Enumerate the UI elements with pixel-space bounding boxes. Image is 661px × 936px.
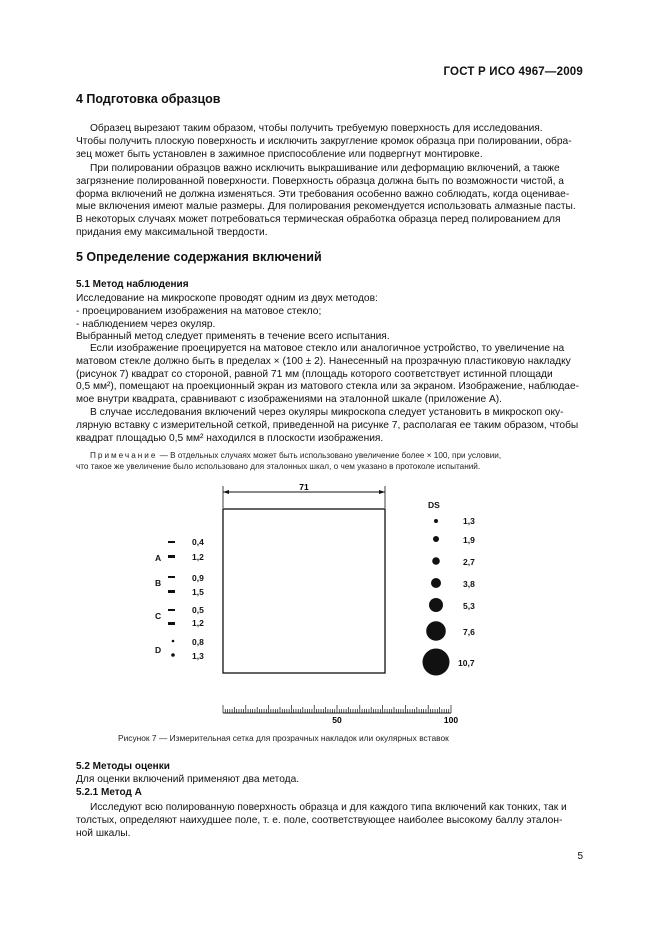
- inclusion-mark: [168, 555, 175, 558]
- inclusion-mark: [168, 609, 175, 611]
- ds-value: 2,7: [463, 557, 475, 567]
- inclusion-mark: [168, 541, 175, 543]
- document-header: ГОСТ Р ИСО 4967—2009: [443, 66, 583, 78]
- group-label-d: D: [155, 645, 162, 655]
- inclusion-dot: [171, 653, 175, 657]
- group-label-b: B: [155, 578, 162, 588]
- ds-circle: [429, 598, 443, 612]
- dimension-arrow: [379, 490, 385, 494]
- dimension-arrow: [223, 490, 229, 494]
- note-text: — В отдельных случаях может быть использовано увеличение более × 100, при условии,: [157, 451, 502, 460]
- projection-paragraph: [76, 343, 584, 407]
- text-line: 0,5 мм²), помещают на проекционный экран из матового стекла или за экраном. Изображение, наблюдае-: [76, 381, 580, 393]
- section-4-title: 4 Подготовка образцов: [76, 92, 221, 106]
- group-value: 1,3: [192, 651, 204, 661]
- ds-value: 7,6: [463, 627, 475, 637]
- group-value: 0,5: [192, 605, 204, 615]
- text-line: Для оценки включений применяют два метода.: [76, 774, 300, 785]
- list-item: - проецированием изображения на матовое стекло;: [76, 305, 322, 317]
- ds-circle: [434, 519, 438, 523]
- measuring-square: [223, 509, 385, 673]
- text-line: мое внутри квадрата, сравнивают с изображениями на эталонной шкале (приложение А).: [76, 394, 502, 406]
- group-value: 0,9: [192, 573, 204, 583]
- text-line: квадрат площадью 0,5 мм² находился в плоскости изображения.: [76, 432, 384, 444]
- ds-value: 5,3: [463, 601, 475, 611]
- group-value: 1,2: [192, 618, 204, 628]
- text-line: В случае исследования включений через окуляры микроскопа следует установить в микроскоп оку-: [90, 407, 564, 418]
- figure-caption: Рисунок 7 — Измерительная сетка для прозрачных накладок или окулярных вставок: [118, 733, 449, 743]
- subsection-5-1-title: 5.1 Метод наблюдения: [76, 279, 189, 290]
- text-line: Чтобы получить плоскую поверхность и исключить закругление кромок образца при полировании, обра-: [76, 135, 572, 147]
- subsection-5-2-title: 5.2 Методы оценки: [76, 761, 170, 772]
- text-line: лярную вставку с измерительной сеткой, приведенной на рисунке 7, располагая ее таким образом, чтобы: [76, 419, 579, 431]
- scale-label: 100: [443, 715, 459, 725]
- ds-circle: [433, 536, 439, 542]
- ds-value: 3,8: [463, 579, 475, 589]
- scale-ruler: [223, 705, 451, 713]
- scale-label: 50: [332, 715, 342, 725]
- text-line: Исследование на микроскопе проводят одним из двух методов:: [76, 293, 378, 304]
- section-4-paragraph-2: [76, 163, 584, 240]
- text-line: ной шкалы.: [76, 827, 131, 839]
- subsection-5-2-text: [76, 774, 584, 787]
- ds-circle: [426, 621, 446, 641]
- subsection-5-2-1-title: 5.2.1 Метод А: [76, 787, 142, 798]
- section-4-paragraph-1: [76, 123, 584, 161]
- text-line: загрязнение полированной поверхности. Поверхность образца должна быть по возможности чистой, а: [76, 175, 564, 187]
- note-label: Примечание: [90, 451, 158, 460]
- text-line: зец может быть установлен в зажимное приспособление или подвергнут монтировке.: [76, 148, 483, 160]
- text-line: придания ему максимальной твердости.: [76, 226, 268, 238]
- section-5-title: 5 Определение содержания включений: [76, 250, 322, 264]
- text-line: При полировании образцов важно исключить выкрашивание или деформацию включений, а также: [90, 163, 560, 174]
- group-value: 0,8: [192, 637, 204, 647]
- group-label-c: C: [155, 611, 162, 621]
- text-line: Исследуют всю полированную поверхность образца и для каждого типа включений как тонких, так и: [90, 802, 567, 813]
- ds-circle: [423, 649, 450, 676]
- text-line: матовом стекле должно быть в пределах × (100 ± 2). Нанесенный на прозрачную пластиковую накладку: [76, 355, 571, 367]
- inclusion-dot: [172, 640, 175, 643]
- note-line: что такое же увеличение было использовано для эталонных шкал, о чем указано в протоколе испытаний.: [76, 462, 481, 471]
- group-value: 0,4: [192, 537, 204, 547]
- text-line: В некоторых случаях может потребоваться термическая обработка образца перед полированием для: [76, 214, 561, 226]
- page-number: 5: [577, 851, 583, 862]
- inclusion-mark: [168, 622, 175, 625]
- inclusion-mark: [168, 576, 175, 578]
- group-label-a: A: [155, 553, 162, 563]
- ds-value: 10,7: [458, 658, 475, 668]
- ocular-paragraph: [76, 407, 584, 445]
- ds-label: DS: [428, 500, 440, 510]
- text-line: Если изображение проецируется на матовое стекло или аналогичное устройство, то увеличение на: [90, 343, 565, 354]
- note-line: [76, 450, 584, 461]
- figure-7-measuring-grid: [140, 478, 520, 728]
- text-line: толстых, определяют наихудшее поле, т. е. поле, соответствующее наиболее высокому баллу эталон-: [76, 814, 563, 826]
- group-value: 1,2: [192, 552, 204, 562]
- ds-value: 1,3: [463, 516, 475, 526]
- group-value: 1,5: [192, 587, 204, 597]
- ds-value: 1,9: [463, 535, 475, 545]
- text-line: Выбранный метод следует применять в течение всего испытания.: [76, 331, 390, 343]
- text-line: форма включений не должна изменяться. Эти требования особенно важно соблюдать, когда оценивае-: [76, 188, 570, 200]
- ds-circle: [432, 557, 440, 565]
- method-a-paragraph: [76, 802, 584, 840]
- subsection-5-1-text: [76, 293, 584, 344]
- text-line: (рисунок 7) квадрат со стороной, равной 71 мм (площадь которого соответствует истинной площади: [76, 368, 553, 380]
- square-size-label: 71: [299, 482, 309, 492]
- ds-circle: [431, 578, 441, 588]
- inclusion-mark: [168, 590, 175, 593]
- list-item: - наблюдением через окуляр.: [76, 318, 216, 330]
- text-line: мые включения имеют малые размеры. Для полирования рекомендуется использовать алмазные пасты.: [76, 201, 576, 213]
- text-line: Образец вырезают таким образом, чтобы получить требуемую поверхность для исследования.: [90, 123, 543, 134]
- note: [76, 450, 584, 472]
